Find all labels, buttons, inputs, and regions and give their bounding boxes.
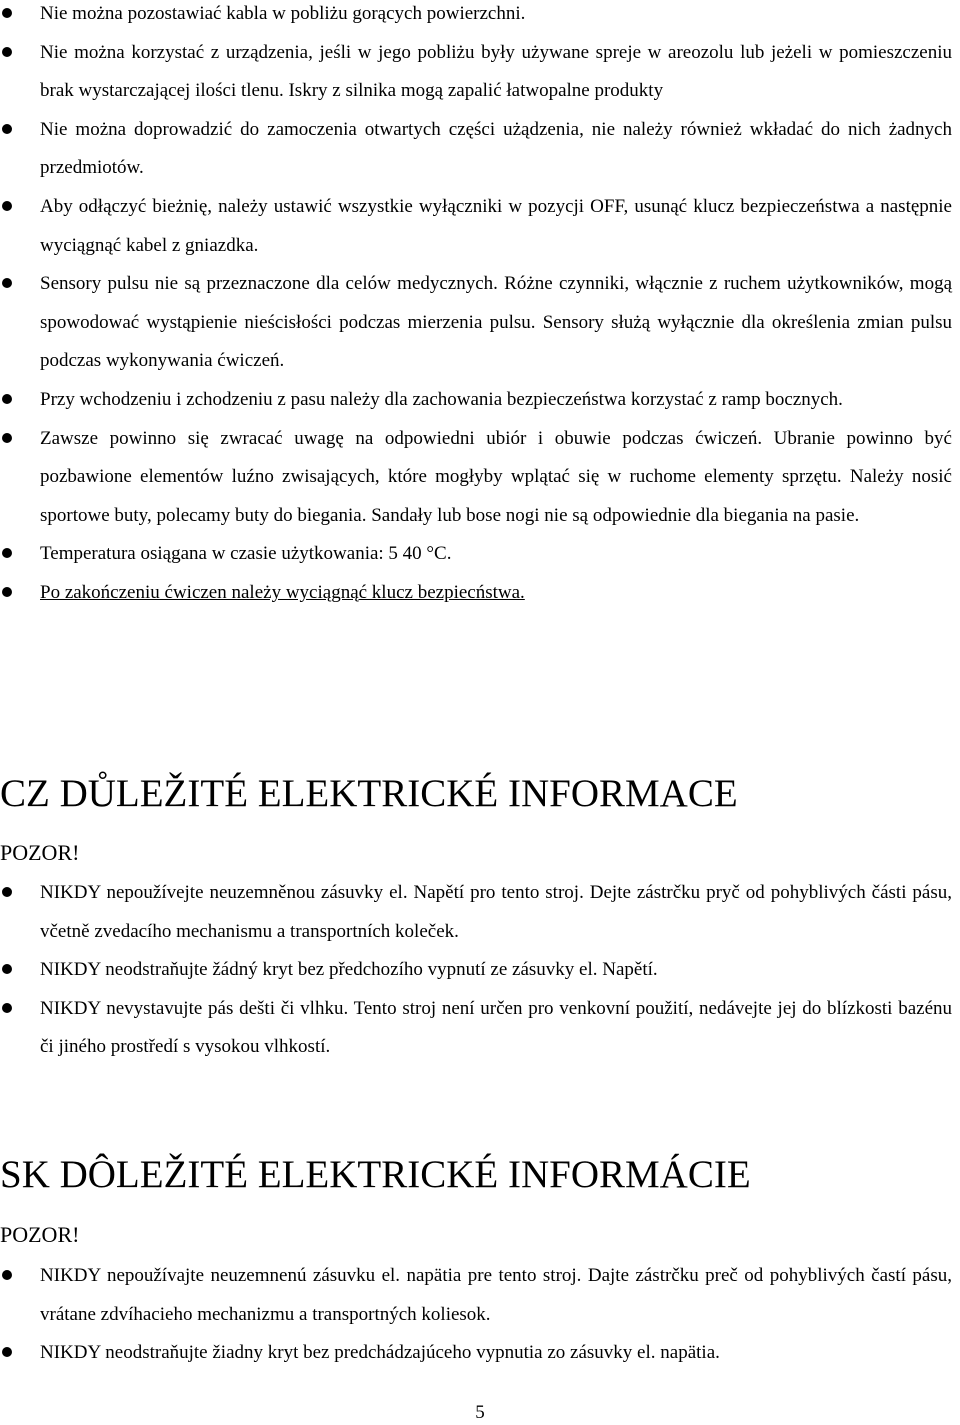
bullet-icon [2,47,12,57]
list-item-text: Temperatura osiągana w czasie użytkowania: 5 40 °C. [40,543,452,565]
list-item [0,188,956,265]
list-item-text: NIKDY neodstraňujte žiadny kryt bez predchádzajúceho vypnutia zo zásuvky el. napätia. [40,1342,720,1364]
polish-safety-list [0,0,956,613]
bullet-icon [2,394,12,404]
warning-label-sk: POZOR! [0,1222,80,1247]
bullet-icon [2,548,12,558]
list-item [0,0,956,34]
list-item [0,874,956,951]
list-item [0,111,956,188]
list-item-text: Po zakończeniu ćwiczen należy wyciągnąć klucz bezpiecństwa. [40,581,525,603]
list-item-text: NIKDY neodstraňujte žádný kryt bez předchozího vypnutí ze zásuvky el. Napětí. [40,959,658,981]
bullet-icon [2,964,12,974]
bullet-icon [2,1003,12,1013]
list-item [0,381,956,420]
list-item-text: Nie można korzystać z urządzenia, jeśli w jego pobliżu były używane spreje w areozolu lub jeżeli w pomieszczeniu brak wystarczającej ilości tlenu. Iskry z silnika mogą zapalić łatwopalne produkty [40,41,952,102]
list-item [0,420,956,536]
bullet-icon [2,278,12,288]
bullet-icon [2,587,12,597]
section-heading-sk: SK DÔLEŽITÉ ELEKTRICKÉ INFORMÁCIE [0,1153,751,1196]
list-item [0,574,956,613]
list-item [0,1334,956,1373]
list-item [0,990,956,1067]
list-item-text: Nie można doprowadzić do zamoczenia otwartych części użądzenia, nie należy również wkładać do nich żadnych przedmiotów. [40,118,952,179]
bullet-icon [2,1270,12,1280]
bullet-icon [2,8,12,18]
list-item-text: NIKDY nepoužívejte neuzemněnou zásuvky el. Napětí pro tento stroj. Dejte zástrčku pryč od pohyblivých části pásu, včetně zvedacího mechanismu a transportních koleček. [40,882,952,942]
list-item-text: Nie można pozostawiać kabla w pobliżu gorących powierzchni. [40,3,526,24]
list-item [0,1257,956,1334]
bullet-icon [2,124,12,134]
list-item [0,34,956,111]
list-item [0,265,956,381]
slovak-electrical-list [0,1257,956,1373]
list-item-text: Zawsze powinno się zwracać uwagę na odpowiedni ubiór i obuwie podczas ćwiczeń. Ubranie powinno być pozbawione elementów luźno zwisających, które mogłyby wplątać się w ruchome elementy sprzętu. Należy nosić sportowe buty, polecamy buty do biegania. Sandały lub bose nogi nie są odpowiednie dla biegania na pasie. [40,427,952,526]
warning-label-cz: POZOR! [0,840,80,865]
bullet-icon [2,201,12,211]
list-item [0,951,956,990]
czech-electrical-list [0,874,956,1067]
list-item-text: Przy wchodzeniu i zchodzeniu z pasu należy dla zachowania bezpieczeństwa korzystać z ramp bocznych. [40,388,843,410]
list-item-text: Sensory pulsu nie są przeznaczone dla celów medycznych. Różne czynniki, włącznie z ruchem użytkowników, mogą spowodować wystąpienie nieścisłości podczas mierzenia pulsu. Sensory służą wyłącznie dla określenia zmian pulsu podczas wykonywania ćwiczeń. [40,273,952,372]
section-heading-cz: CZ DŮLEŽITÉ ELEKTRICKÉ INFORMACE [0,772,738,815]
list-item-text: NIKDY nepoužívajte neuzemnenú zásuvku el. napätia pre tento stroj. Dajte zástrčku preč od pohyblivých častí pásu, vrátane zdvíhacieho mechanizmu a transportných koliesok. [40,1265,952,1325]
bullet-icon [2,433,12,443]
bullet-icon [2,1347,12,1357]
bullet-icon [2,887,12,897]
list-item [0,535,956,574]
list-item-text: Aby odłączyć bieżnię, należy ustawić wszystkie wyłączniki w pozycji OFF, usunąć klucz bezpieczeństwa a następnie wyciągnąć kabel z gniazdka. [40,195,952,256]
list-item-text: NIKDY nevystavujte pás dešti či vlhku. Tento stroj není určen pro venkovní použití, nedávejte jej do blízkosti bazénu či jiného prostředí s vysokou vlhkostí. [40,997,952,1058]
page-number: 5 [475,1402,485,1423]
